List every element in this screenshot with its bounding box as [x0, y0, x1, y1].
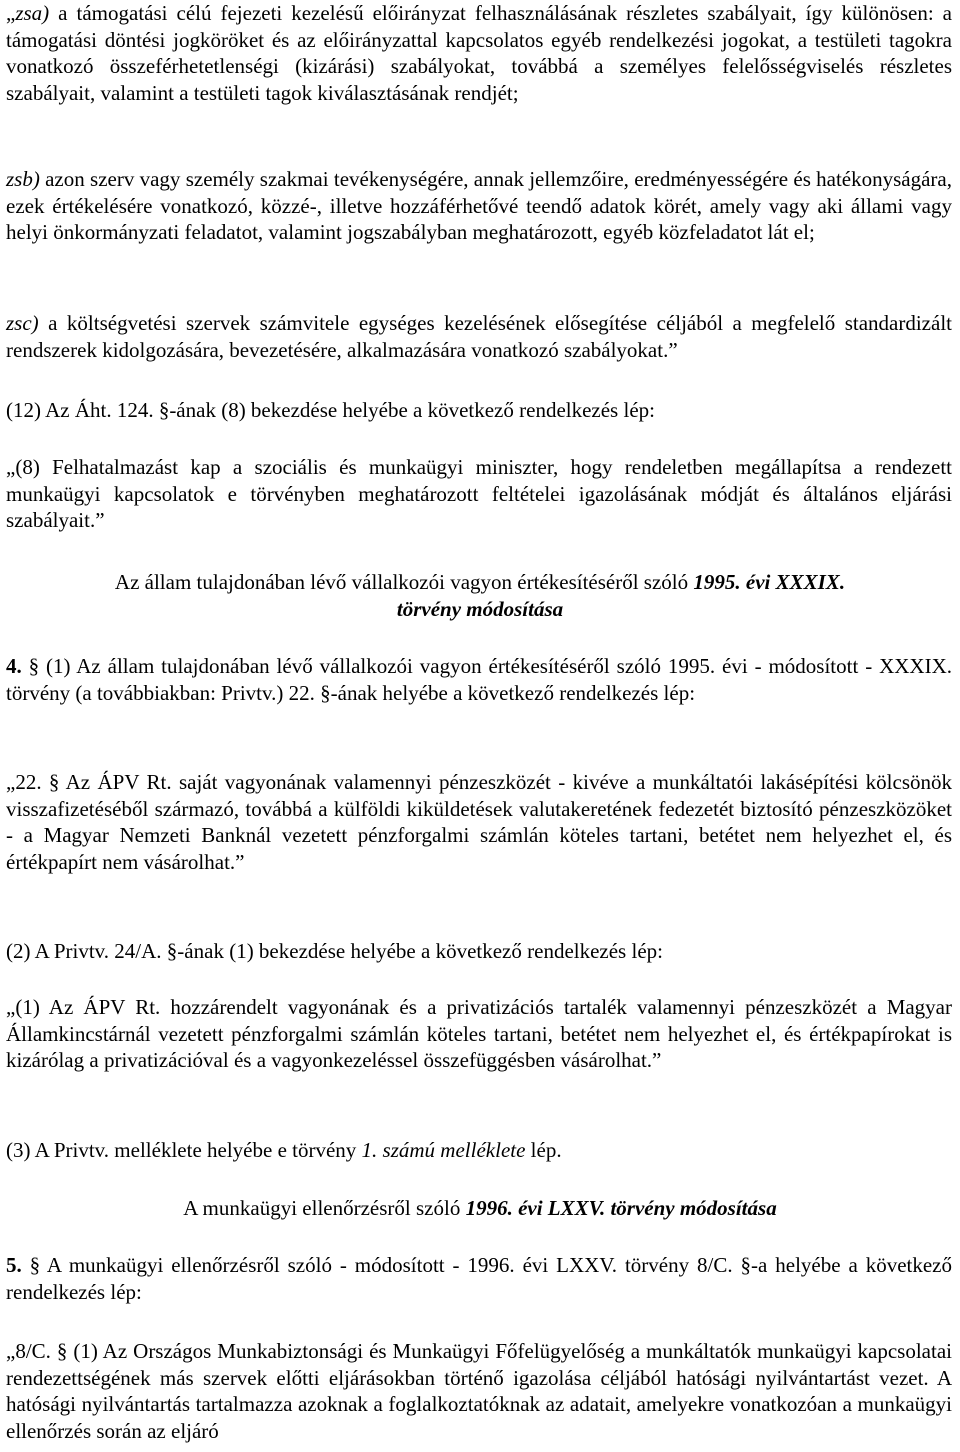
section-4 — [6, 653, 952, 706]
annex-reference: 1. számú melléklete — [361, 1138, 526, 1162]
open-quote: „ — [6, 1, 16, 25]
point-label: zsc) — [6, 311, 39, 335]
section-text: § A munkaügyi ellenőrzésről szóló - módosított - 1996. évi LXXV. törvény 8/C. §-a helyébe a következő rendelkezés lép: — [6, 1253, 952, 1304]
section-number: 5. — [6, 1253, 22, 1277]
paragraph-8: „(8) Felhatalmazást kap a szociális és munkaügyi miniszter, hogy rendeletben megállapítsa a rendezett munkaügyi kapcsolatok e törvényben meghatározott feltételei igazolásának módját és általános eljárási szabályait.” — [6, 455, 952, 532]
paragraph-text: azon szerv vagy személy szakmai tevékenységére, annak jellemzőire, eredményességére és hatékonyságára, ezek értékelésére vonatkozó, közzé-, illetve hozzáférhetővé teendő adatok körét, amely vagy aki állami vagy helyi önkormányzati feladatot, valamint jogszabályban meghatározott, egyéb közfeladatot lát el; — [6, 167, 952, 244]
paragraph-text: (3) A Privtv. melléklete helyébe e törvény — [6, 1138, 362, 1162]
paragraph-zsb — [6, 166, 952, 246]
heading-law-reference: 1995. évi XXXIX. — [693, 570, 846, 594]
paragraph-8c: „8/C. § (1) Az Országos Munkabiztonsági és Munkaügyi Főfelügyelőség a munkáltatók munkaügyi kapcsolatai rendezettségének más szervek előtti eljárásokban történő igazolása céljából hatósági nyilvántartást vezet. A hatósági nyilvántartás tartalmazza azoknak a foglalkoztatóknak az adatait, amelyekre vonatkozóan a munkaügyi ellenőrzés során az eljáró — [6, 1339, 952, 1443]
section-5 — [6, 1252, 952, 1305]
section-heading-munkaugyi — [0, 1195, 960, 1222]
paragraph-zsa — [6, 0, 952, 106]
point-label: zsb) — [6, 167, 40, 191]
paragraph-2: (2) A Privtv. 24/A. §-ának (1) bekezdése helyébe a következő rendelkezés lép: — [6, 939, 663, 963]
paragraph-zsc — [6, 310, 952, 363]
heading-text: A munkaügyi ellenőrzésről szóló — [183, 1196, 466, 1220]
section-text: § (1) Az állam tulajdonában lévő vállalkozói vagyon értékesítéséről szóló 1995. évi - módosított - XXXIX. törvény (a továbbiakban: Privtv.) 22. §-ának helyébe a következő rendelkezés lép: — [6, 654, 952, 705]
point-label: zsa) — [15, 1, 50, 25]
paragraph-text-end: lép. — [525, 1138, 562, 1162]
section-heading-privtv — [0, 569, 960, 622]
paragraph-12: (12) Az Áht. 124. §-ának (8) bekezdése helyébe a következő rendelkezés lép: — [6, 398, 655, 422]
paragraph-22: „22. § Az ÁPV Rt. saját vagyonának valamennyi pénzeszközét - kivéve a munkáltatói lakásépítési kölcsönök visszafizetéséből származó, továbbá a külföldi kiküldetések valutakeretének fedezetét biztosító pénzeszközöket - a Magyar Nemzeti Banknál vezetett pénzforgalmi számlán köteles tartani, betétet nem helyezhet el, és értékpapírt nem vásárolhat.” — [6, 770, 952, 874]
paragraph-text: a támogatási célú fejezeti kezelésű előirányzat felhasználásának részletes szabályait, így különösen: a támogatási döntési jogköröket és az előirányzattal kapcsolatos egyéb rendelkezési jogokat, a testületi tagokra vonatkozó összeférhetetlenségi (kizárási) szabályokat, továbbá a személyes felelősségviselés részletes szabályait, valamint a testületi tagok kiválasztásának rendjét; — [6, 1, 952, 105]
heading-text: Az állam tulajdonában lévő vállalkozói vagyon értékesítéséről szóló — [114, 570, 694, 594]
section-number: 4. — [6, 654, 22, 678]
paragraph-text: a költségvetési szervek számvitele egységes kezelésének elősegítése céljából a megfelelő standardizált rendszerek kidolgozására, bevezetésére, alkalmazására vonatkozó szabályokat.” — [6, 311, 952, 362]
paragraph-1: „(1) Az ÁPV Rt. hozzárendelt vagyonának és a privatizációs tartalék valamennyi pénzeszközét a Magyar Államkincstárnál vezetett pénzforgalmi számlán köteles tartani, betétet nem helyezhet el, és értékpapírokat is kizárólag a privatizációval és a vagyonkezeléssel összefüggésben vásárolhat.” — [6, 995, 952, 1072]
paragraph-3 — [6, 1137, 952, 1164]
heading-law-reference: 1996. évi LXXV. törvény módosítása — [465, 1196, 777, 1220]
heading-amendment-title: törvény módosítása — [396, 596, 564, 621]
